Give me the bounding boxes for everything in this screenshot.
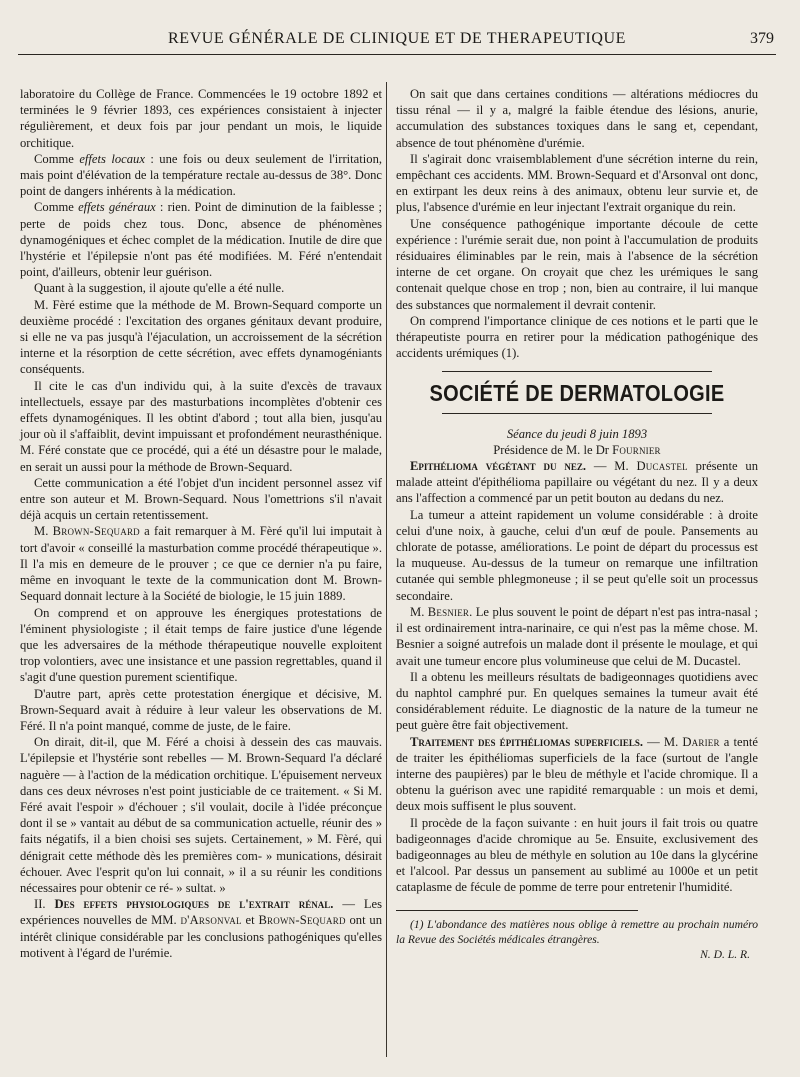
paragraph: Il cite le cas d'un individu qui, à la suite d'excès de travaux intellectuels, essaye par des masturbations incomplètes d'obtenir ces effets dynamogéniques. Il les obtint d'abord ; tout alla bien, jusqu'au jour où il s'affaiblit, devint impuissant et profondément neurasthénique. M. Féré constate que ce procédé, qui a été un désastre pour le malade, en serait un aussi pour la méthode de Brown-Sequard. xyxy=(20,378,382,474)
footnote-rule xyxy=(396,910,638,911)
column-divider xyxy=(386,82,387,1057)
running-header xyxy=(18,28,776,55)
journal-title: REVUE GÉNÉRALE DE CLINIQUE ET DE THERAPEUTIQUE xyxy=(167,30,627,47)
paragraph: La tumeur a atteint rapidement un volume considérable : à droite celui d'une noix, à gauche, celui d'un œuf de poule. Pansements au chlorate de potasse, améliorations. Le point de départ du processus est la muqueuse. Au-dessus de la tumeur on remarque une infiltration cutanée qui semble phlegmoneuse ; il se peut qu'elle soit un processus secondaire. xyxy=(396,507,758,603)
paragraph: Il s'agirait donc vraisemblablement d'une sécrétion interne du rein, empêchant ces accidents. MM. Brown-Sequard et d'Arsonval ont donc, en extirpant les deux reins à des animaux, obtenu leur survie et, de plus, l'absence d'urémie en leur injectant l'extrait organique du rein. xyxy=(396,151,758,215)
paragraph: M. Fèré estime que la méthode de M. Brown-Sequard comporte un deuxième procédé : l'excitation des organes génitaux devant produire, si elle ne va pas jusqu'à l'éjaculation, un accroissement de la sécrétion interne et la résorption de cette sécrétion, avec effets dynamogéniants conséquents. xyxy=(20,297,382,377)
presidency-line: Présidence de M. le Dr Fournier xyxy=(493,442,661,457)
editor-signature: N. D. L. R. xyxy=(700,947,750,961)
paragraph: Quant à la suggestion, il ajoute qu'elle a été nulle. xyxy=(34,281,285,296)
section-rule xyxy=(442,371,712,372)
paragraph: Il procède de la façon suivante : en huit jours il fait trois ou quatre badigeonnages d'acide chromique au 5e. Ensuite, exclusivement des badigeonnages au bleu de méthyle en solution au 10e dans la glycérine et l'alcool. Par dessus un pansement au sublimé au 1000e et un petit cataplasme de fécule de pomme de terre pour entretenir l'humidité. xyxy=(396,815,758,895)
footnote: (1) L'abondance des matières nous oblige à remettre au prochain numéro la Revue des Sociétés médicales étrangères. xyxy=(396,917,758,946)
session-date: Séance du jeudi 8 juin 1893 xyxy=(506,426,648,441)
right-column xyxy=(396,86,758,963)
paragraph: Cette communication a été l'objet d'un incident personnel assez vif entre son auteur et M. Brown-Sequard. Nous l'omettrions s'il n'avait déjà acquis un certain retentissement. xyxy=(20,475,382,523)
paragraph: On comprend l'importance clinique de ces notions et le parti que le thérapeutiste pourra en retirer pour la médication pathogénique des accidents urémiques (1). xyxy=(396,313,758,361)
paragraph: On sait que dans certaines conditions — altérations médiocres du tissu rénal — il y a, malgré la faible étendue des lésions, anurie, accumulation des substances toxiques dans le sang et, cependant, absence de tout phénomène d'urémie. xyxy=(396,87,758,150)
paragraph: Comme effets locaux : une fois ou deux seulement de l'irritation, mais point d'élévation de la température rectale au-dessus de 38°. Donc point de dangers inhérents à la médication. xyxy=(20,151,383,199)
paragraph: Comme effets généraux : rien. Point de diminution de la faiblesse ; perte de poids chez tous. Donc, absence de phénomènes dynamogéniques et échec complet de la médication. Inutile de dire que l'hystérie et l'épilepsie n'ont pas été modifiées. M. Féré n'entendait point, d'ailleurs, obtenir leur guérison. xyxy=(20,200,382,280)
section-title: SOCIÉTÉ DE DERMATOLOGIE xyxy=(429,381,725,408)
left-column xyxy=(20,86,382,961)
paragraph: On comprend et on approuve les énergiques protestations de l'éminent physiologiste ; il était temps de faire justice d'une légende que les adversaires de la méthode thérapeutique nouvelle exploitent trop volontiers, avec une insistance et une passion regrettables, quand il s'agit d'une question purement scientifique. xyxy=(20,605,382,685)
paragraph: M. Brown-Sequard a fait remarquer à M. Fèré qu'il lui imputait à tort d'avoir « conseillé la masturbation comme procédé thérapeutique ». Il l'a mis en demeure de le prouver ; ce que ce dernier n'a pu faire, même en invoquant le texte de la communication dont M. Brown-Sequard donnait lecture à la Société de biologie, le 15 juin 1889. xyxy=(20,524,382,604)
paragraph: Il a obtenu les meilleurs résultats de badigeonnages quotidiens avec du naphtol camphré pur. En quelques semaines la tumeur avait été considérablement réduite. Le diagnostic de la nature de la tumeur ne peut guère être fait objectivement. xyxy=(396,669,758,733)
section-heading-paragraph: II. Des effets physiologiques de l'extrait rénal. — Les expériences nouvelles de MM. d'Arsonval et Brown-Sequard ont un intérêt clinique considérable par les conclusions pathogéniques qu'elles motivent à l'égard de l'urémie. xyxy=(20,897,383,960)
paragraph: D'autre part, après cette protestation énergique et décisive, M. Brown-Sequard avait à réduire à leur valeur les observations de M. Féré. Il n'a point manqué, comme de juste, de le faire. xyxy=(20,686,382,733)
page-number: 379 xyxy=(750,30,774,47)
paragraph: Traitement des épithéliomas superficiels. — M. Darier a tenté de traiter les épithéliomas superficiels de la face (surtout de l'angle interne des paupières) par le bleu de méthyle et l'acide chromique. Il a obtenu la guérison avec une rapidité remarquable : un mois et demi, deux mois suffisent le plus souvent. xyxy=(396,734,759,814)
paragraph: M. Besnier. Le plus souvent le point de départ n'est pas intra-nasal ; il est ordinairement intra-narinaire, ce qui n'est pas la même chose. M. Besnier a soigné autrefois un malade dont il présente le moulage, et qui avait une tumeur encore plus volumineuse que celui de M. Ducastel. xyxy=(396,604,758,668)
section-rule xyxy=(442,413,712,414)
paragraph: Epithélioma végétant du nez. — M. Ducastel présente un malade atteint d'épithélioma papillaire ou végétant du nez. Il y a deux ans l'affection a commencé par un petit bouton au dedans du nez. xyxy=(396,459,758,506)
paragraph: Une conséquence pathogénique importante découle de cette expérience : l'urémie serait due, non point à l'accumulation de produits résiduaires éliminables par le rein, mais à l'absence de la sécrétion interne de cet organe. On croyait que chez les urémiques le sang contenait quelque chose en trop ; non, bien au contraire, il lui manque des substances que normalement il devrait contenir. xyxy=(396,216,758,312)
paragraph: On dirait, dit-il, que M. Féré a choisi à dessein des cas mauvais. L'épilepsie et l'hystérie sont rebelles — M. Brown-Sequard l'a déclaré naguère — à l'action de la médication orchitique. L'épuisement nerveux dans ces deux névroses n'est point justiciable de ce traitement. « Si M. Féré avait l'espoir » d'échouer ; s'il voulait, docile à l'idée préconçue dont il se » vantait au début de sa communication actuelle, réunir des » faits négatifs, il a bien choisi ses sujets. Certainement, » M. Fèré, qui dénigrait cette méthode dès les premières com- » munications, désirait échouer. Avec l'esprit qu'on lui connait, » il a su réunir les conditions nécessaires pour obtenir ce ré- » sultat. » xyxy=(20,735,382,895)
paragraph: laboratoire du Collège de France. Commencées le 19 octobre 1892 et terminées le 9 février 1893, ces expériences consistaient à injecter régulièrement, et deux fois par jour pendant un mois, le liquide orchitique. xyxy=(20,87,382,150)
